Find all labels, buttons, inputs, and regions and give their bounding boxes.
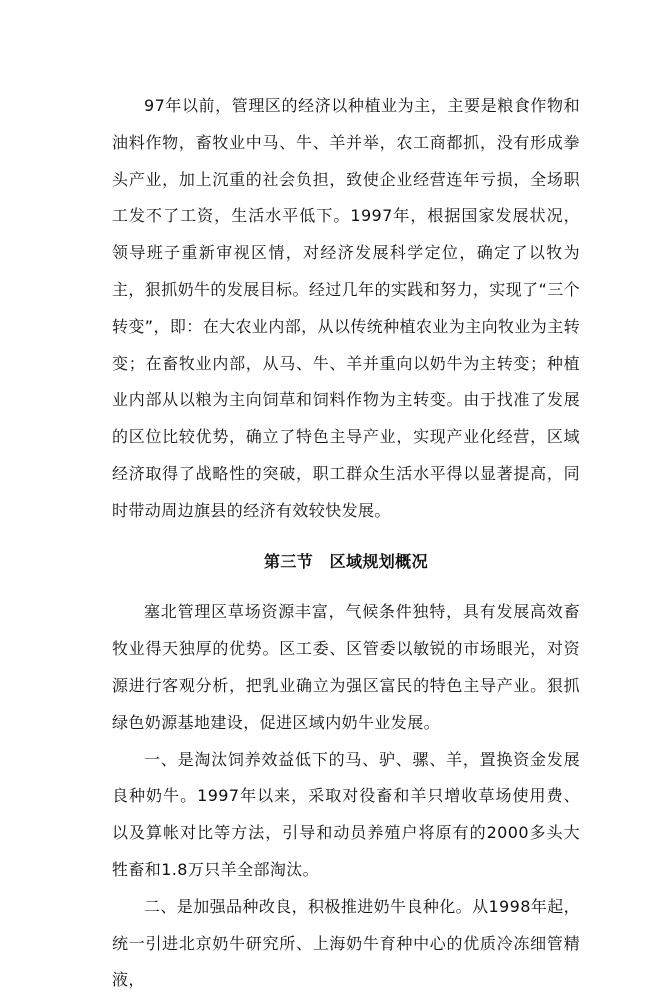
paragraph-economy-history: 97年以前，管理区的经济以种植业为主，主要是粮食作物和油料作物，畜牧业中马、牛、羊并举，农工商都抓，没有形成拳头产业，加上沉重的社会负担，致使企业经营连年亏损，全场职工发不了工资，生活水平低下。1997年，根据国家发展状况，领导班子重新审视区情，对经济发展科学定位，确定了以牧为主，狠抓奶牛的发展目标。经过几年的实践和努力，实现了“三个转变”，即：在大农业内部，从以传统种植农业为主向牧业为主转变；在畜牧业内部，从马、牛、羊并重向以奶牛为主转变；种植业内部从以粮为主向饲草和饲料作物为主转变。由于找准了发展的区位比较优势，确立了特色主导产业，实现产业化经营，区域经济取得了战略性的突破，职工群众生活水平得以显著提高，同时带动周边旗县的经济有效较快发展。 (112, 96, 580, 520)
section-heading: 第三节 区域规划概况 (263, 551, 428, 571)
paragraph-item-two: 二、是加强品种改良，积极推进奶牛良种化。从1998年起，统一引进北京奶牛研究所、上海奶牛育种中心的优质冷冻细管精液， (112, 896, 580, 990)
document-body (112, 88, 580, 999)
paragraph-intro: 塞北管理区草场资源丰富，气候条件独特，具有发展高效畜牧业得天独厚的优势。区工委、区管委以敏锐的市场眼光，对资源进行客观分析，把乳业确立为强区富民的特色主导产业。狠抓绿色奶源基地建设，促进区域内奶牛业发展。 (112, 602, 580, 732)
paragraph-item-one: 一、是淘汰饲养效益低下的马、驴、骡、羊，置换资金发展良种奶牛。1997年以来，采取对役畜和羊只增收草场使用费、以及算帐对比等方法，引导和动员养殖户将原有的2000多头大牲畜和1.8万只羊全部淘汰。 (112, 749, 580, 879)
spacer (112, 586, 580, 594)
spacer (112, 530, 580, 538)
